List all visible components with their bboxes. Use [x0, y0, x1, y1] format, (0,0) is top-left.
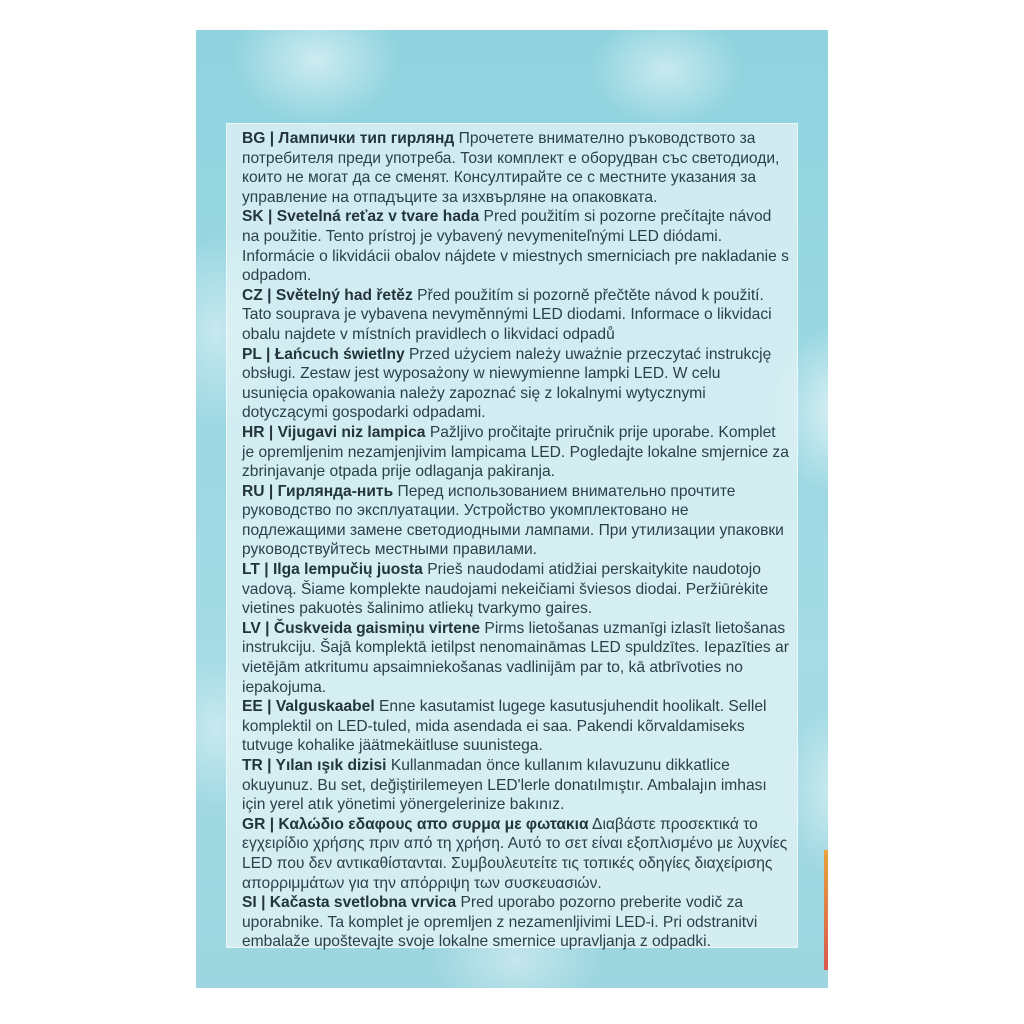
- instruction-text: Enne kasutamist lugege kasutusjuhendit hoolikalt. Sellel komplektil on LED-tuled, mida asendada ei saa. Pakendi kõrvaldamiseks tutvuge kohalike jäätmekäitluse suunistega.: [242, 698, 767, 755]
- instruction-text: Kullanmadan önce kullanım kılavuzunu dikkatlice okuyunuz. Bu set, değiştirilemeyen LED'lerle donatılmıştır. Ambalajın imhası için yerel atık yönetimi yönergelerinize bakınız.: [242, 757, 767, 814]
- product-name: Yılan ışık dizisi: [275, 757, 387, 774]
- entry-hr: [242, 423, 789, 482]
- entry-heading: LV | Čuskveida gaismiņu virtene: [242, 619, 481, 637]
- instruction-text: Διαβάστε προσεκτικά το εγχειρίδιο χρήσης πριν από τη χρήση. Αυτό το σετ είναι εξοπλισμένο με λυχνίες LED που δεν αντικαθίστανται. Συμβουλευτείτε τις τοπικές οδηγίες διαχείρισης απορριμμάτων για την απόρριψη των συσκευασιών.: [242, 815, 788, 892]
- product-name: Světelný had řetěz: [275, 286, 413, 304]
- instructions-panel: [226, 123, 798, 951]
- product-name: Гирлянда-нить: [277, 482, 394, 500]
- instruction-text: Pirms lietošanas uzmanīgi izlasīt lietošanas instrukciju. Šajā komplektā ietilpst nenomaināmas LED spuldzītes. Iepazīties ar vietējām atkritumu apsaimniekošanas vadlinijām par to, kā atbrīvoties no iepakojuma.: [242, 619, 789, 696]
- product-name: Valguskaabel: [275, 698, 375, 716]
- package-back: [196, 30, 828, 988]
- language-code: RU: [242, 482, 265, 500]
- product-name: Лампички тип гирлянд: [278, 130, 455, 147]
- entry-heading: LT | Ilga lempučių juosta: [242, 561, 423, 579]
- product-name: Kačasta svetlobna vrvica: [269, 894, 457, 912]
- entry-tr: [242, 756, 789, 815]
- language-code: CZ: [242, 286, 263, 304]
- language-code: BG: [242, 130, 266, 147]
- language-code: TR: [242, 757, 263, 774]
- entry-gr: [242, 815, 789, 893]
- language-code: GR: [242, 815, 266, 833]
- instruction-text: Pred použitím si pozorne prečítajte návod na použitie. Tento prístroj je vybavený nevymeniteľnými LED diódami. Informácie o likvidácii obalov nájdete v miestnych smerniciach pre nakladanie s odpadom.: [242, 208, 789, 285]
- entry-heading: HR | Vijugavi niz lampica: [242, 423, 426, 441]
- entry-cz: [242, 286, 789, 345]
- language-code: SK: [242, 208, 264, 226]
- entry-heading: EE | Valguskaabel: [242, 698, 375, 716]
- entry-ee: [242, 697, 789, 756]
- entry-heading: SI | Kačasta svetlobna vrvica: [242, 894, 457, 912]
- language-code: LT: [242, 561, 260, 579]
- product-name: Svetelná reťaz v tvare hada: [276, 208, 480, 226]
- language-code: HR: [242, 423, 265, 441]
- product-name: Čuskveida gaismiņu virtene: [273, 619, 481, 637]
- instruction-text: Przed użyciem należy uważnie przeczytać instrukcję obsługi. Zestaw jest wyposażony w niewymienne lampki LED. W celu usunięcia opakowania należy zapoznać się z lokalnymi wytycznymi dotyczącymi gospodarki odpadami.: [242, 345, 772, 422]
- product-name: Ilga lempučių juosta: [272, 561, 423, 579]
- entry-heading: GR | Καλώδιο εδαφους απο συρμα με φωτακια: [242, 815, 589, 833]
- language-code: SI: [242, 894, 257, 912]
- entry-heading: TR | Yılan ışık dizisi: [242, 757, 387, 774]
- entry-ru: [242, 482, 789, 560]
- entry-pl: [242, 345, 789, 423]
- language-code: EE: [242, 698, 263, 716]
- language-code: LV: [242, 619, 261, 637]
- entry-heading: SK | Svetelná reťaz v tvare hada: [242, 208, 480, 226]
- language-code: PL: [242, 345, 262, 363]
- instruction-text: Prieš naudodami atidžiai perskaitykite naudotojo vadovą. Šiame komplekte naudojami nekeičiami šviesos diodai. Peržiūrėkite vietines pakuotės šalinimo atliekų tvarkymo gaires.: [242, 561, 769, 618]
- instruction-text: Před použitím si pozorně přečtěte návod k použití. Tato souprava je vybavena nevyměnnými LED diodami. Informace o likvidaci obalu najdete v místních pravidlech o likvidaci odpadů: [242, 286, 772, 343]
- entry-bg: [242, 129, 789, 207]
- package-edge-stripe: [824, 850, 828, 970]
- product-name: Łańcuch świetlny: [274, 345, 405, 363]
- entry-sk: [242, 207, 789, 285]
- entry-heading: CZ | Světelný had řetěz: [242, 286, 413, 304]
- entry-heading: RU | Гирлянда-нить: [242, 482, 394, 500]
- instruction-text: Прочетете внимателно ръководството за потребителя преди употреба. Този комплект е оборудван със светодиоди, които не могат да се сменят. Консултирайте се с местните указания за управление на отпадъците за изхвърляне на опаковката.: [242, 130, 780, 206]
- instruction-text: Pažljivo pročitajte priručnik prije uporabe. Komplet je opremljenim nezamjenjivim lampicama LED. Pogledajte lokalne smjernice za zbrinjavanje otpada prije odlaganja pakiranja.: [242, 423, 789, 481]
- entry-heading: BG | Лампички тип гирлянд: [242, 130, 455, 147]
- product-name: Vijugavi niz lampica: [277, 423, 426, 441]
- entry-heading: PL | Łańcuch świetlny: [242, 345, 405, 363]
- product-name: Καλώδιο εδαφους απο συρμα με φωτακια: [278, 815, 589, 833]
- instruction-text: Pred uporabo pozorno preberite vodič za uporabnike. Ta komplet je opremljen z nezamenljivimi LED-i. Pri odstranitvi embalaže upoštevajte svoje lokalne smernice upravljanja z odpadki.: [242, 894, 758, 951]
- entry-lv: [242, 619, 789, 697]
- entry-si: [242, 893, 789, 952]
- entry-lt: [242, 560, 789, 619]
- instruction-text: Перед использованием внимательно прочтите руководство по эксплуатации. Устройство укомплектовано не подлежащими замене светодиодными лампами. При утилизации упаковки руководствуйтесь местными правилами.: [242, 482, 784, 559]
